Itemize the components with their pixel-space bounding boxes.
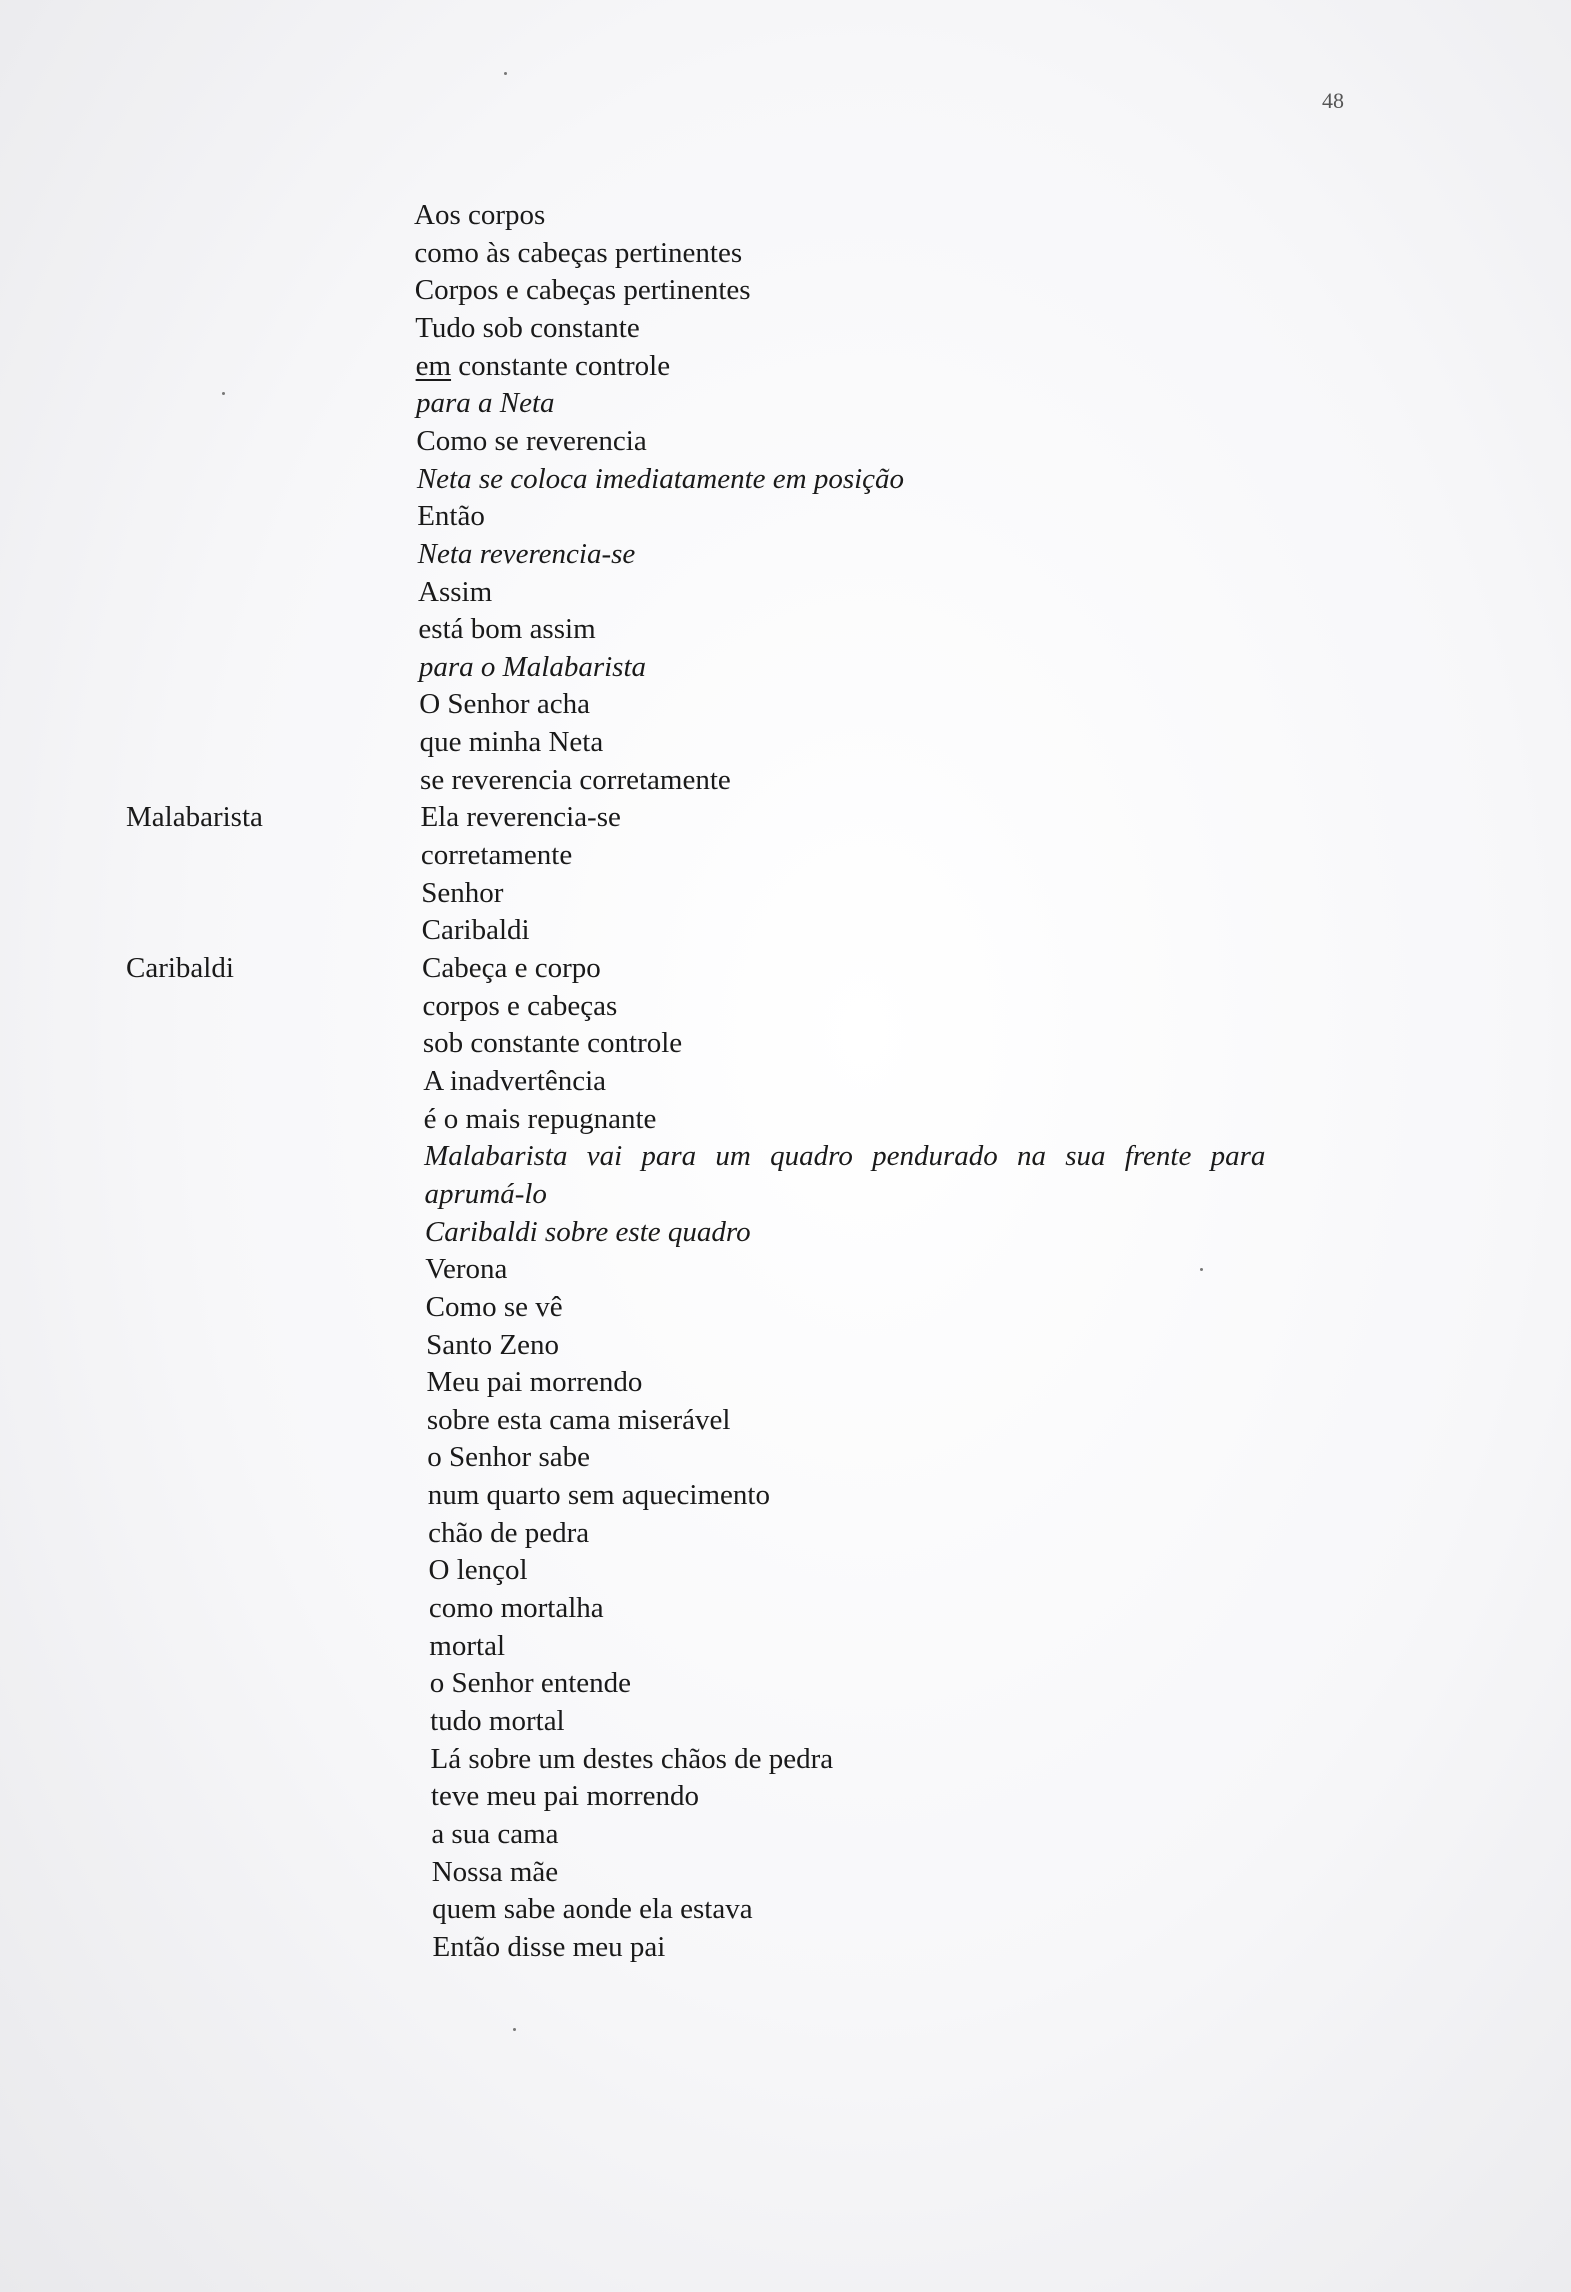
speaker-name: Malabarista [126,801,263,834]
script-line: A inadvertência [423,1064,607,1097]
script-line: para a Neta [416,387,555,420]
script-line: Como se reverencia [416,424,647,457]
script-line: Neta se coloca imediatamente em posição [416,462,905,495]
script-line: corpos e cabeças [422,989,618,1022]
script-line: Santo Zeno [426,1328,559,1361]
script-line: Meu pai morrendo [426,1366,643,1399]
script-line: Aos corpos [414,199,546,231]
script-line: como mortalha [428,1592,604,1625]
script-line: Verona [425,1253,508,1286]
script-line: que minha Neta [419,726,604,759]
script-line: Ela reverencia-se [420,801,621,834]
script-line: corretamente [420,839,573,872]
script-line: tudo mortal [430,1705,565,1737]
script-line: chão de pedra [428,1516,590,1549]
script-line: a sua cama [431,1817,559,1850]
script-line: sobre esta cama miserável [426,1403,731,1436]
script-line: Nossa mãe [431,1855,559,1888]
script-line: se reverencia corretamente [420,763,731,796]
script-line: quem sabe aonde ela estava [432,1893,753,1926]
script-line: o Senhor entende [429,1667,632,1700]
script-line: sob constante controle [422,1027,683,1060]
script-line: Caribaldi sobre este quadro [424,1215,751,1248]
script-line: Cabeça e corpo [422,952,601,984]
script-line: para o Malabarista [418,650,647,683]
script-line: Tudo sob constante [415,311,640,344]
script-line [416,348,670,386]
line-text: constante controle [451,349,671,382]
script-line: Malabarista vai para um quadro pendurado na sua frente para [424,1140,1266,1173]
script-line: Neta reverencia-se [417,537,636,570]
script-line: o Senhor sabe [427,1441,590,1474]
scan-speck [504,72,507,75]
speaker-name: Caribaldi [126,952,234,984]
script-line: Assim [418,575,493,608]
script-line: num quarto sem aquecimento [427,1479,770,1512]
script-line: Então disse meu pai [432,1930,666,1963]
scan-speck [1200,1268,1203,1271]
script-line: O lençol [428,1554,528,1587]
script-line: Então [417,500,485,533]
script-line: Lá sobre um destes chãos de pedra [430,1742,834,1775]
script-line: aprumá-lo [424,1177,547,1210]
script-line: Como se vê [425,1290,563,1323]
script-line: Senhor [421,876,504,909]
script-line: O Senhor acha [419,688,590,721]
scan-speck [222,392,225,395]
script-line: está bom assim [418,613,596,646]
script-line: é o mais repugnante [423,1102,657,1135]
underlined-word: em [415,349,452,382]
script-line: como às cabeças pertinentes [414,236,743,269]
scan-speck [513,2028,516,2031]
script-line: mortal [429,1629,505,1662]
script-line: teve meu pai morrendo [430,1780,700,1813]
script-line: Caribaldi [421,914,530,947]
page-number: 48 [1322,88,1344,113]
script-line: Corpos e cabeças pertinentes [414,274,751,307]
